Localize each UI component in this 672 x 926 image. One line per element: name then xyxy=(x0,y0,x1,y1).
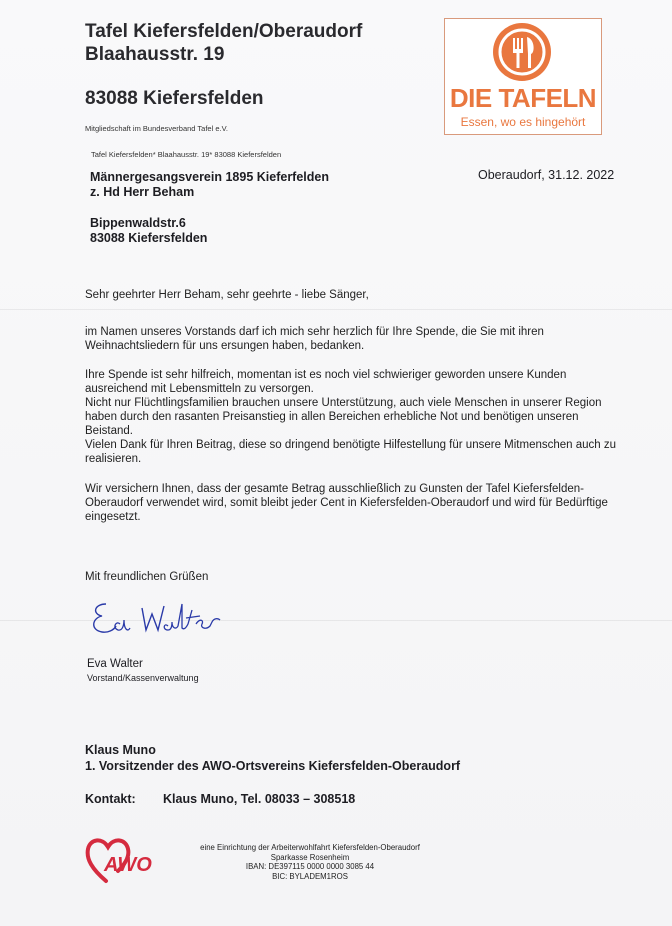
svg-text:AWO: AWO xyxy=(104,854,152,876)
die-tafeln-logo xyxy=(444,18,602,135)
contact-label: Kontakt: xyxy=(85,792,136,806)
paragraph-3: Wir versichern Ihnen, dass der gesamte Betrag ausschließlich zu Gunsten der Tafel Kiefersfelden-Oberaudorf verwendet wird, somit bleibt jeder Cent in Kiefersfelden-Oberaudorf und wird für Bedürftige eingesetzt. xyxy=(85,483,608,523)
salutation: Sehr geehrter Herr Beham, sehr geehrte - liebe Sänger, xyxy=(85,289,369,301)
footer-bic: BIC: BYLADEM1ROS xyxy=(272,871,348,881)
handwritten-signature xyxy=(88,596,228,645)
second-signer-role: 1. Vorsitzender des AWO-Ortsvereins Kiefersfelden-Oberaudorf xyxy=(85,759,461,773)
paragraph-2c: Vielen Dank für Ihren Beitrag, diese so dringend benötigte Hilfestellung für unsere Mitmenschen auch zu realisieren. xyxy=(85,439,617,465)
membership-note: Mitgliedschaft im Bundesverband Tafel e.V. xyxy=(85,124,229,133)
fork-knife-icon xyxy=(493,23,551,81)
sender-line: Tafel Kiefersfelden* Blaahausstr. 19* 83088 Kiefersfelden xyxy=(91,150,282,159)
signer-role: Vorstand/Kassenverwaltung xyxy=(87,673,199,683)
second-signer-name: Klaus Muno xyxy=(85,743,156,757)
paragraph-2a: Ihre Spende ist sehr hilfreich, momentan ist es noch viel schwieriger geworden unsere Kunden ausreichend mit Lebensmitteln zu versorgen. xyxy=(85,369,567,395)
org-name: Tafel Kiefersfelden/Oberaudorf xyxy=(85,21,363,42)
footer-bank: Sparkasse Rosenheim xyxy=(270,852,350,862)
footer-line-1: eine Einrichtung der Arbeiterwohlfahrt Kiefersfelden-Oberaudorf xyxy=(200,843,420,852)
fold-line xyxy=(0,309,672,310)
paragraph-2b: Nicht nur Flüchtlingsfamilien brauchen unsere Unterstützung, auch viele Menschen in unserer Region haben durch den rasanten Preisanstieg in allen Bereichen erhebliche Not und benötigen unseren Beistand. xyxy=(85,397,602,437)
contact-value: Klaus Muno, Tel. 08033 – 308518 xyxy=(163,792,356,806)
letter-date: Oberaudorf, 31.12. 2022 xyxy=(478,168,615,182)
recipient-city: 83088 Kiefersfelden xyxy=(90,231,208,245)
recipient-block xyxy=(90,170,329,246)
org-city: 83088 Kiefersfelden xyxy=(85,88,264,109)
footer-info xyxy=(180,843,440,881)
paragraph-2 xyxy=(85,368,625,466)
footer-iban: IBAN: DE397115 0000 0000 3085 44 xyxy=(245,862,375,871)
closing: Mit freundlichen Grüßen xyxy=(85,571,209,583)
letterhead xyxy=(85,20,362,66)
paragraph-1: im Namen unseres Vorstands darf ich mich sehr herzlich für Ihre Spende, die Sie mit ihren Weihnachtsliedern für uns ersungen haben, bedanken. xyxy=(85,326,544,352)
logo-title: DIE TAFELN xyxy=(449,83,597,113)
signer-name: Eva Walter xyxy=(87,658,143,670)
logo-tagline: Essen, wo es hingehört xyxy=(460,115,586,129)
recipient-name: Männergesangsverein 1895 Kieferfelden xyxy=(90,170,329,184)
recipient-street: Bippenwaldstr.6 xyxy=(90,216,186,230)
recipient-attn: z. Hd Herr Beham xyxy=(90,185,195,199)
org-street: Blaahausstr. 19 xyxy=(85,44,225,65)
awo-logo xyxy=(84,835,156,885)
